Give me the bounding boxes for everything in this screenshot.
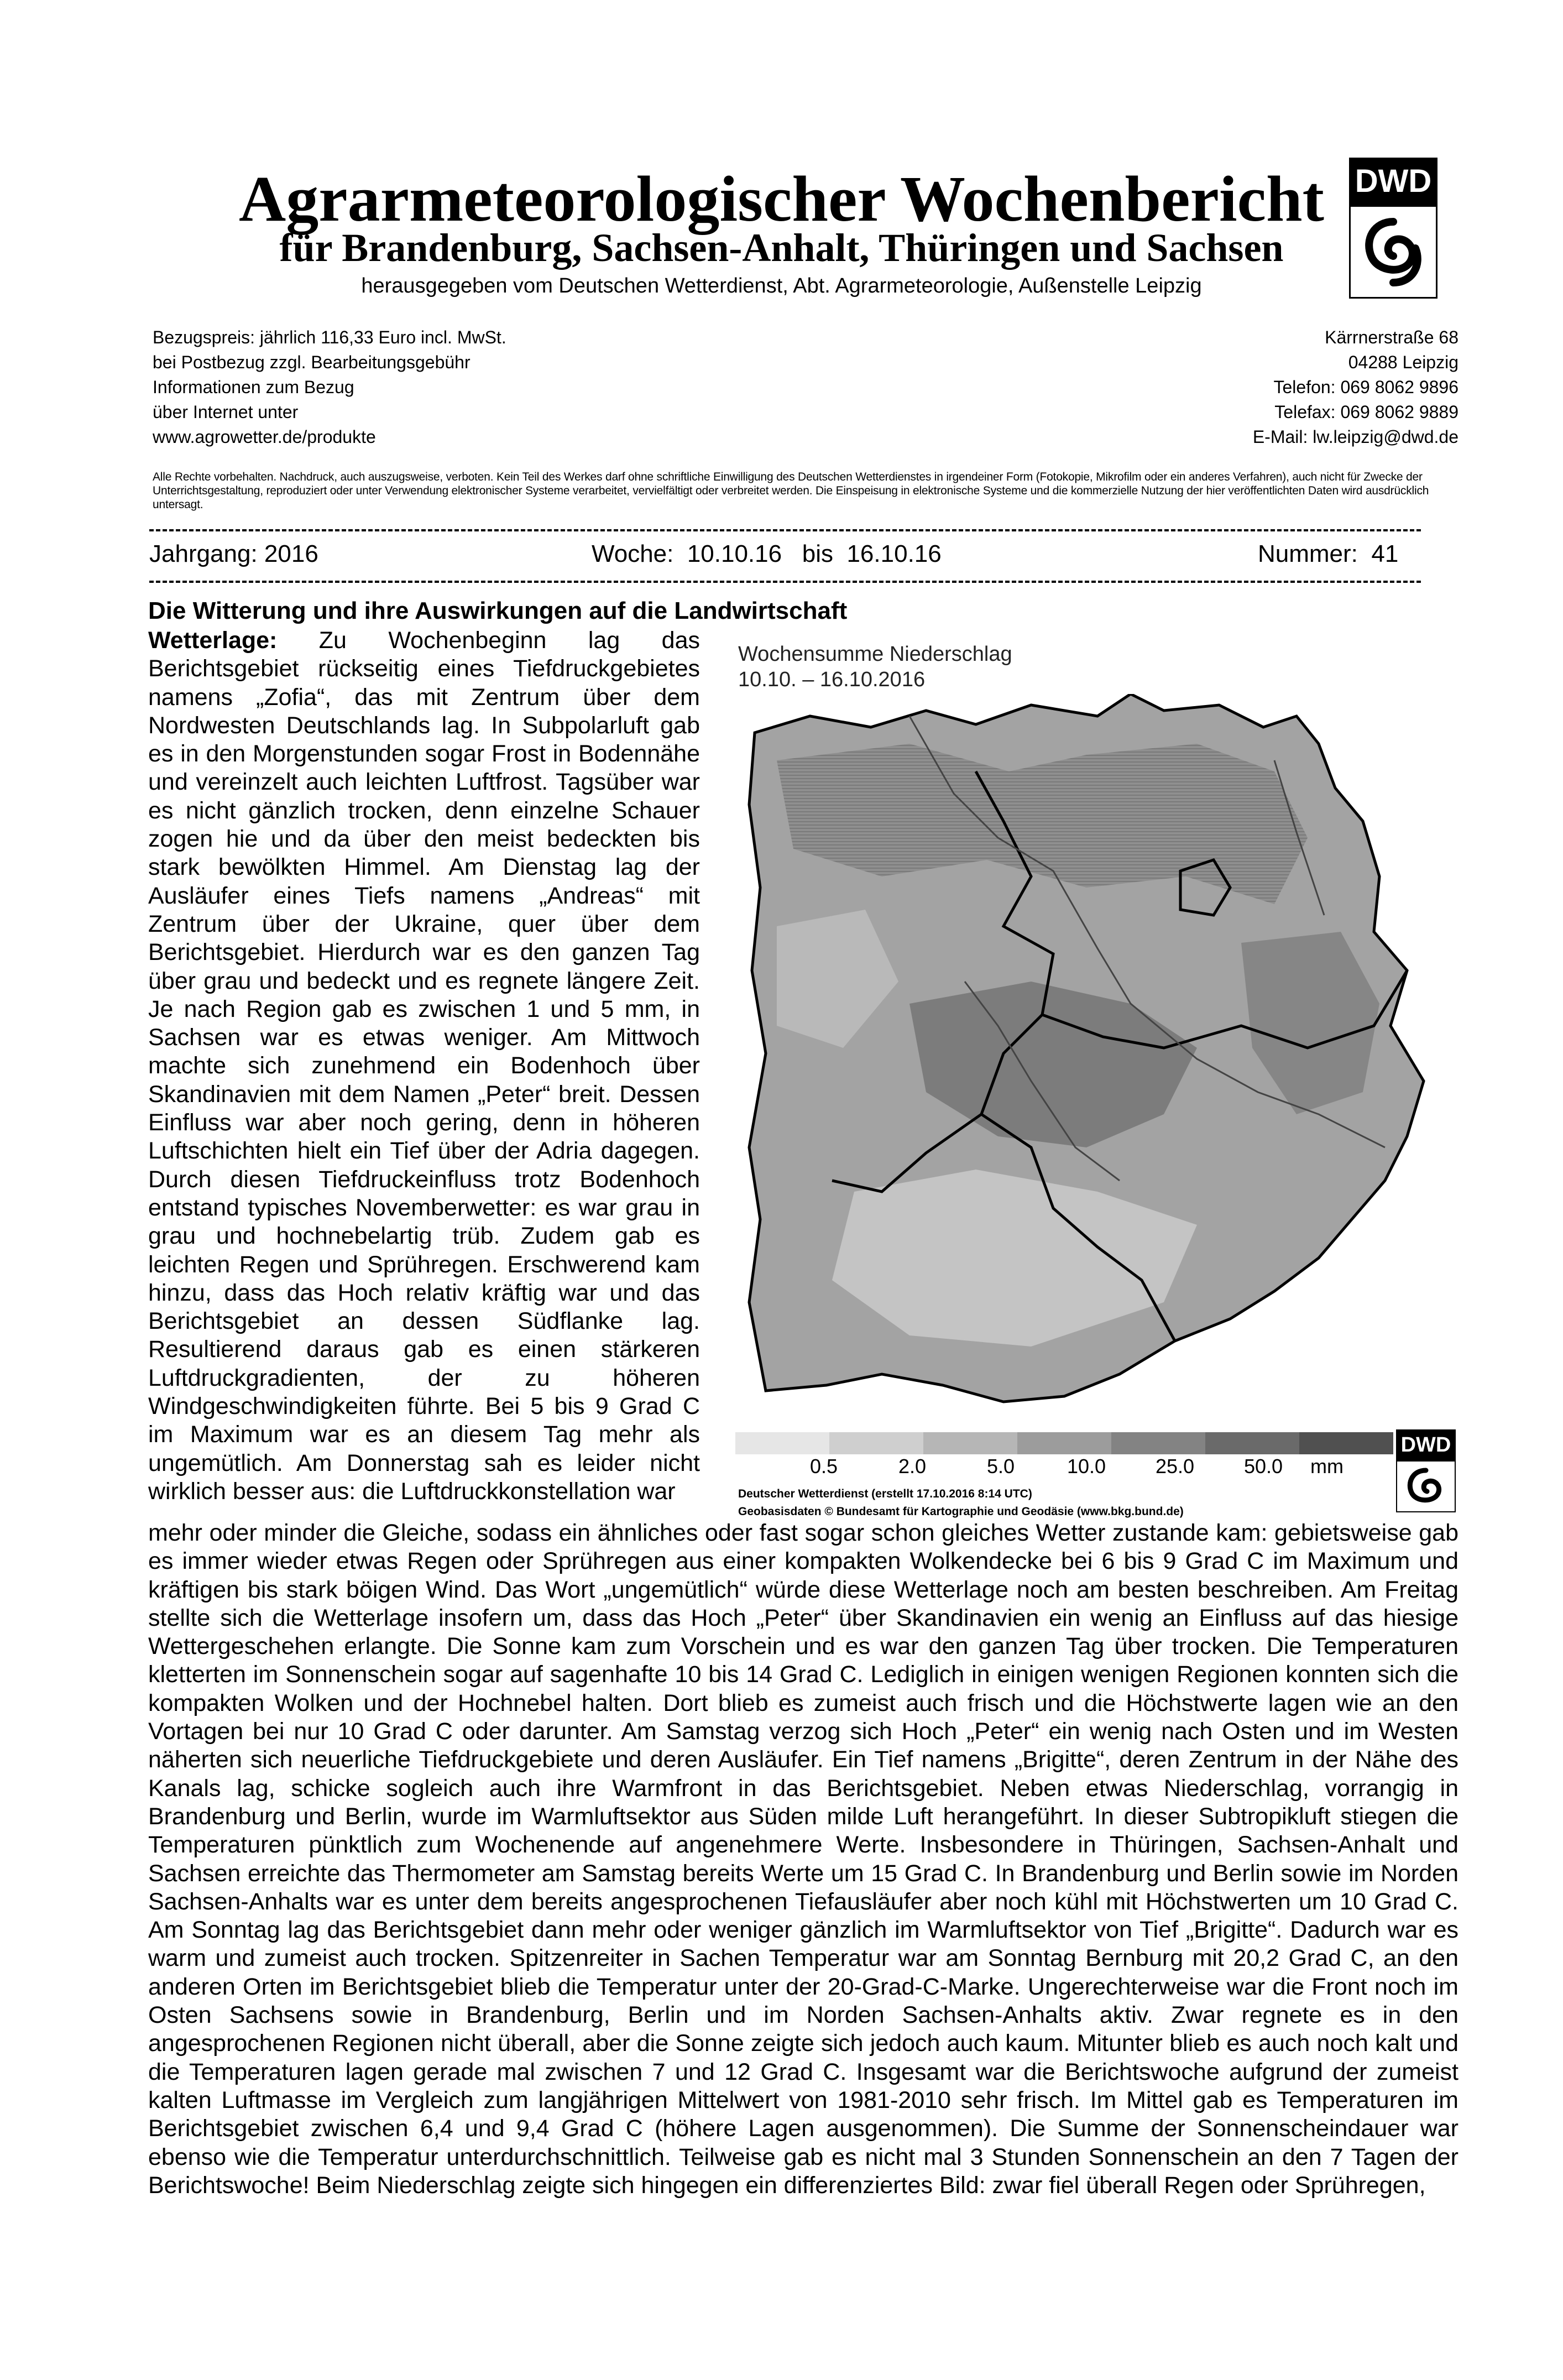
legend-label: 2.0 [898,1455,927,1478]
publisher-line: herausgegeben vom Deutschen Wetterdienst, Abt. Agrarmeteorologie, Außenstelle Leipzig [361,274,1202,298]
legend-units: mm [1310,1455,1344,1478]
legend-swatch [1111,1432,1206,1454]
article-text-narrow: Zu Wochenbeginn lag das Berichtsgebiet rückseitig eines Tiefdruckgebietes namens „Zofia“, das mit Zentrum über dem Nordwesten Deutschlands lag. In Subpolarluft gab es in den Morgenstunden sogar Frost in Bodennähe und vereinzelt auch leichten Luftfrost. Tagsüber war es nicht gänzlich trocken, denn einzelne Schauer zogen hie und da über den meist bedeckten bis stark bewölkten Himmel. Am Dienstag lag der Ausläufer eines Tiefs namens „Andreas“ mit Zentrum über der Ukraine, quer über dem Berichtsgebiet. Hierdurch war es den ganzen Tag über grau und bedeckt und es regnete längere Zeit. Je nach Region gab es zwischen 1 und 5 mm, in Sachsen war es etwas weniger. Am Mittwoch machte sich zunehmend ein Bodenhoch über Skandinavien mit dem Namen „Peter“ breit. Dessen Einfluss war aber noch gering, denn in höheren Luftschichten hielt ein Tief über der Adria dagegen. Durch diesen Tiefdruckeinfluss trotz Bodenhoch entstand typisches Novemberwetter: es war grau in grau und hochnebelartig trüb. Zudem gab es leichten Regen und Sprühregen. Erschwerend kam hinzu, dass das Hoch relativ kräftig war und das Berichtsgebiet an dessen Südflanke lag. Resultierend daraus gab es einen stärkeren Luftdruckgradienten, der zu höheren Windgeschwindigkeiten führte. Bei 5 bis 9 Grad C im Maximum war es an diesem Tag mehr als ungemütlich. Am Donnerstag sah es leider nicht wirklich besser aus: die Luftdruckkonstellation war [148,627,700,1505]
address-city: 04288 Leipzig [1348,352,1459,372]
dwd-swirl-icon [1349,205,1437,299]
rights-notice: Alle Rechte vorbehalten. Nachdruck, auch auszugsweise, verboten. Kein Teil des Werkes darf ohne schriftliche Einwilligung des Deutschen Wetterdienstes in irgendeiner Form (Fotokopie, Mikrofilm oder ein anderes Verfahren), auch nicht für Zwecke der Unterrichtsgestaltung, reproduziert oder unter Verwendung elektronischer Systeme verarbeitet, vervielfältigt oder verbreitet werden. Die Einspeisung in elektronische Systeme und die kommerzielle Nutzung der hier veröffentlichten Daten wird ausdrücklich untersagt. [153,471,1429,511]
info-line: Bezugspreis: jährlich 116,33 Euro incl. MwSt. [153,327,506,347]
phone: Telefon: 069 8062 9896 [1273,377,1459,397]
precipitation-map [744,694,1437,1424]
info-line: über Internet unter [153,402,299,422]
legend-swatch [1299,1432,1393,1454]
legend-swatch [735,1432,830,1454]
legend-swatch [1205,1432,1300,1454]
issue-week: Woche: 10.10.16 bis 16.10.16 [592,540,942,567]
fax: Telefax: 069 8062 9889 [1274,402,1459,422]
website-link[interactable]: www.agrowetter.de/produkte [153,427,376,447]
section-heading: Die Witterung und ihre Auswirkungen auf die Landwirtschaft [148,597,848,624]
issue-number: Nummer: 41 [1258,540,1399,567]
map-dwd-logo [1396,1429,1456,1512]
dwd-logo-text: DWD [1349,158,1437,205]
map-credit: Deutscher Wetterdienst (erstellt 17.10.2016 8:14 UTC) [738,1488,1032,1500]
report-subtitle: für Brandenburg, Sachsen-Anhalt, Thüringen und Sachsen [279,226,1284,270]
email-link[interactable]: E-Mail: lw.leipzig@dwd.de [1252,427,1459,447]
map-credit-geo: Geobasisdaten © Bundesamt für Kartographie und Geodäsie (www.bkg.bund.de) [738,1505,1184,1518]
legend-swatch [829,1432,924,1454]
contact-info [1106,325,1459,450]
divider [149,529,1421,531]
report-title: Agrarmeteorologischer Wochenbericht [239,163,1324,235]
info-line: Informationen zum Bezug [153,377,354,397]
dwd-logo [1349,158,1437,299]
legend-label: 50.0 [1244,1455,1283,1478]
legend-label: 5.0 [987,1455,1015,1478]
info-line: bei Postbezug zzgl. Bearbeitungsgebühr [153,352,471,372]
legend-bar [735,1432,1393,1454]
subscription-info [153,325,650,450]
legend-label: 10.0 [1067,1455,1106,1478]
map-title [738,641,1012,692]
lead-label: Wetterlage: [148,627,278,654]
address-street: Kärrnerstraße 68 [1325,327,1459,347]
legend-label: 0.5 [810,1455,838,1478]
legend-swatch [923,1432,1018,1454]
legend-swatch [1017,1432,1112,1454]
legend-label: 25.0 [1156,1455,1195,1478]
map-title-line2: 10.10. – 16.10.2016 [738,668,926,691]
map-logo-swirl-icon [1396,1460,1456,1512]
issue-year: Jahrgang: 2016 [149,540,318,567]
map-title-line1: Wochensumme Niederschlag [738,643,1012,666]
divider [149,581,1421,583]
article-column [148,627,700,1506]
map-logo-text: DWD [1396,1429,1456,1460]
article-text-wide: mehr oder minder die Gleiche, sodass ein ähnliches oder fast sogar schon gleiches Wetter zustande kam: gebietsweise gab es immer wieder etwas Regen oder Sprühregen aus einer kompakten Wolkendecke bei 6 bis 9 Grad C im Maximum und kräftigen bis stark böigen Wind. Das Wort „ungemütlich“ würde diese Wetterlage noch am besten beschreiben. Am Freitag stellte sich die Wetterlage insofern um, dass das Hoch „Peter“ über Skandinavien ein wenig an Einfluss auf das hiesige Wettergeschehen erlangte. Die Sonne kam zum Vorschein und es war den ganzen Tag über trocken. Die Temperaturen kletterten im Sonnenschein sogar auf sagenhafte 10 bis 14 Grad C. Lediglich in einigen wenigen Regionen konnten sich die kompakten Wolken und der Hochnebel halten. Dort blieb es zumeist auch frisch und die Höchstwerte lagen wie an den Vortagen bei nur 10 Grad C oder darunter. Am Samstag verzog sich Hoch „Peter“ ein wenig nach Osten und im Westen näherten sich neuerliche Tiefdruckgebiete und deren Ausläufer. Ein Tief namens „Brigitte“, deren Zentrum in der Nähe des Kanals lag, schicke sogleich auch ihre Warmfront in das Berichtsgebiet. Neben etwas Niederschlag, vorrangig in Brandenburg und Berlin, wurde im Warmluftsektor aus Süden milde Luft herangeführt. In dieser Subtropikluft stiegen die Temperaturen pünktlich zum Wochenende auf angenehmere Werte. Insbesondere in Thüringen, Sachsen-Anhalt und Sachsen erreichte das Thermometer am Samstag bereits Werte um 15 Grad C. In Brandenburg und Berlin sowie im Norden Sachsen-Anhalts war es unter dem bereits angesprochenen Tiefausläufer aber noch kühl mit Höchstwerten um 10 Grad C. Am Sonntag lag das Berichtsgebiet dann mehr oder weniger gänzlich im Warmluftsektor von Tief „Brigitte“. Dadurch war es warm und zumeist auch trocken. Spitzenreiter in Sachen Temperatur war am Sonntag Bernburg mit 20,2 Grad C, an den anderen Orten im Berichtsgebiet blieb die Temperatur unter der 20-Grad-C-Marke. Ungerechterweise war die Front noch im Osten Sachsens sowie in Brandenburg, Berlin und im Norden Sachsen-Anhalts aktiv. Zwar regnete es in den angesprochenen Regionen nicht überall, aber die Sonne zeigte sich jedoch auch kaum. Mitunter blieb es auch noch kalt und die Temperaturen lagen gerade mal zwischen 7 und 12 Grad C. Insgesamt war die Berichtswoche aufgrund der zumeist kalten Luftmasse im Vergleich zum langjährigen Mittelwert von 1981-2010 sehr frisch. Im Mittel gab es Temperaturen im Berichtsgebiet zwischen 6,4 und 9,4 Grad C (höhere Lagen ausgenommen). Die Summe der Sonnenscheindauer war ebenso wie die Temperatur unterdurchschnittlich. Teilweise gab es nicht mal 3 Stunden Sonnenschein an den 7 Tagen der Berichtswoche! Beim Niederschlag zeigte sich hingegen ein differenziertes Bild: zwar fiel überall Regen oder Sprühregen, [148,1520,1459,2199]
